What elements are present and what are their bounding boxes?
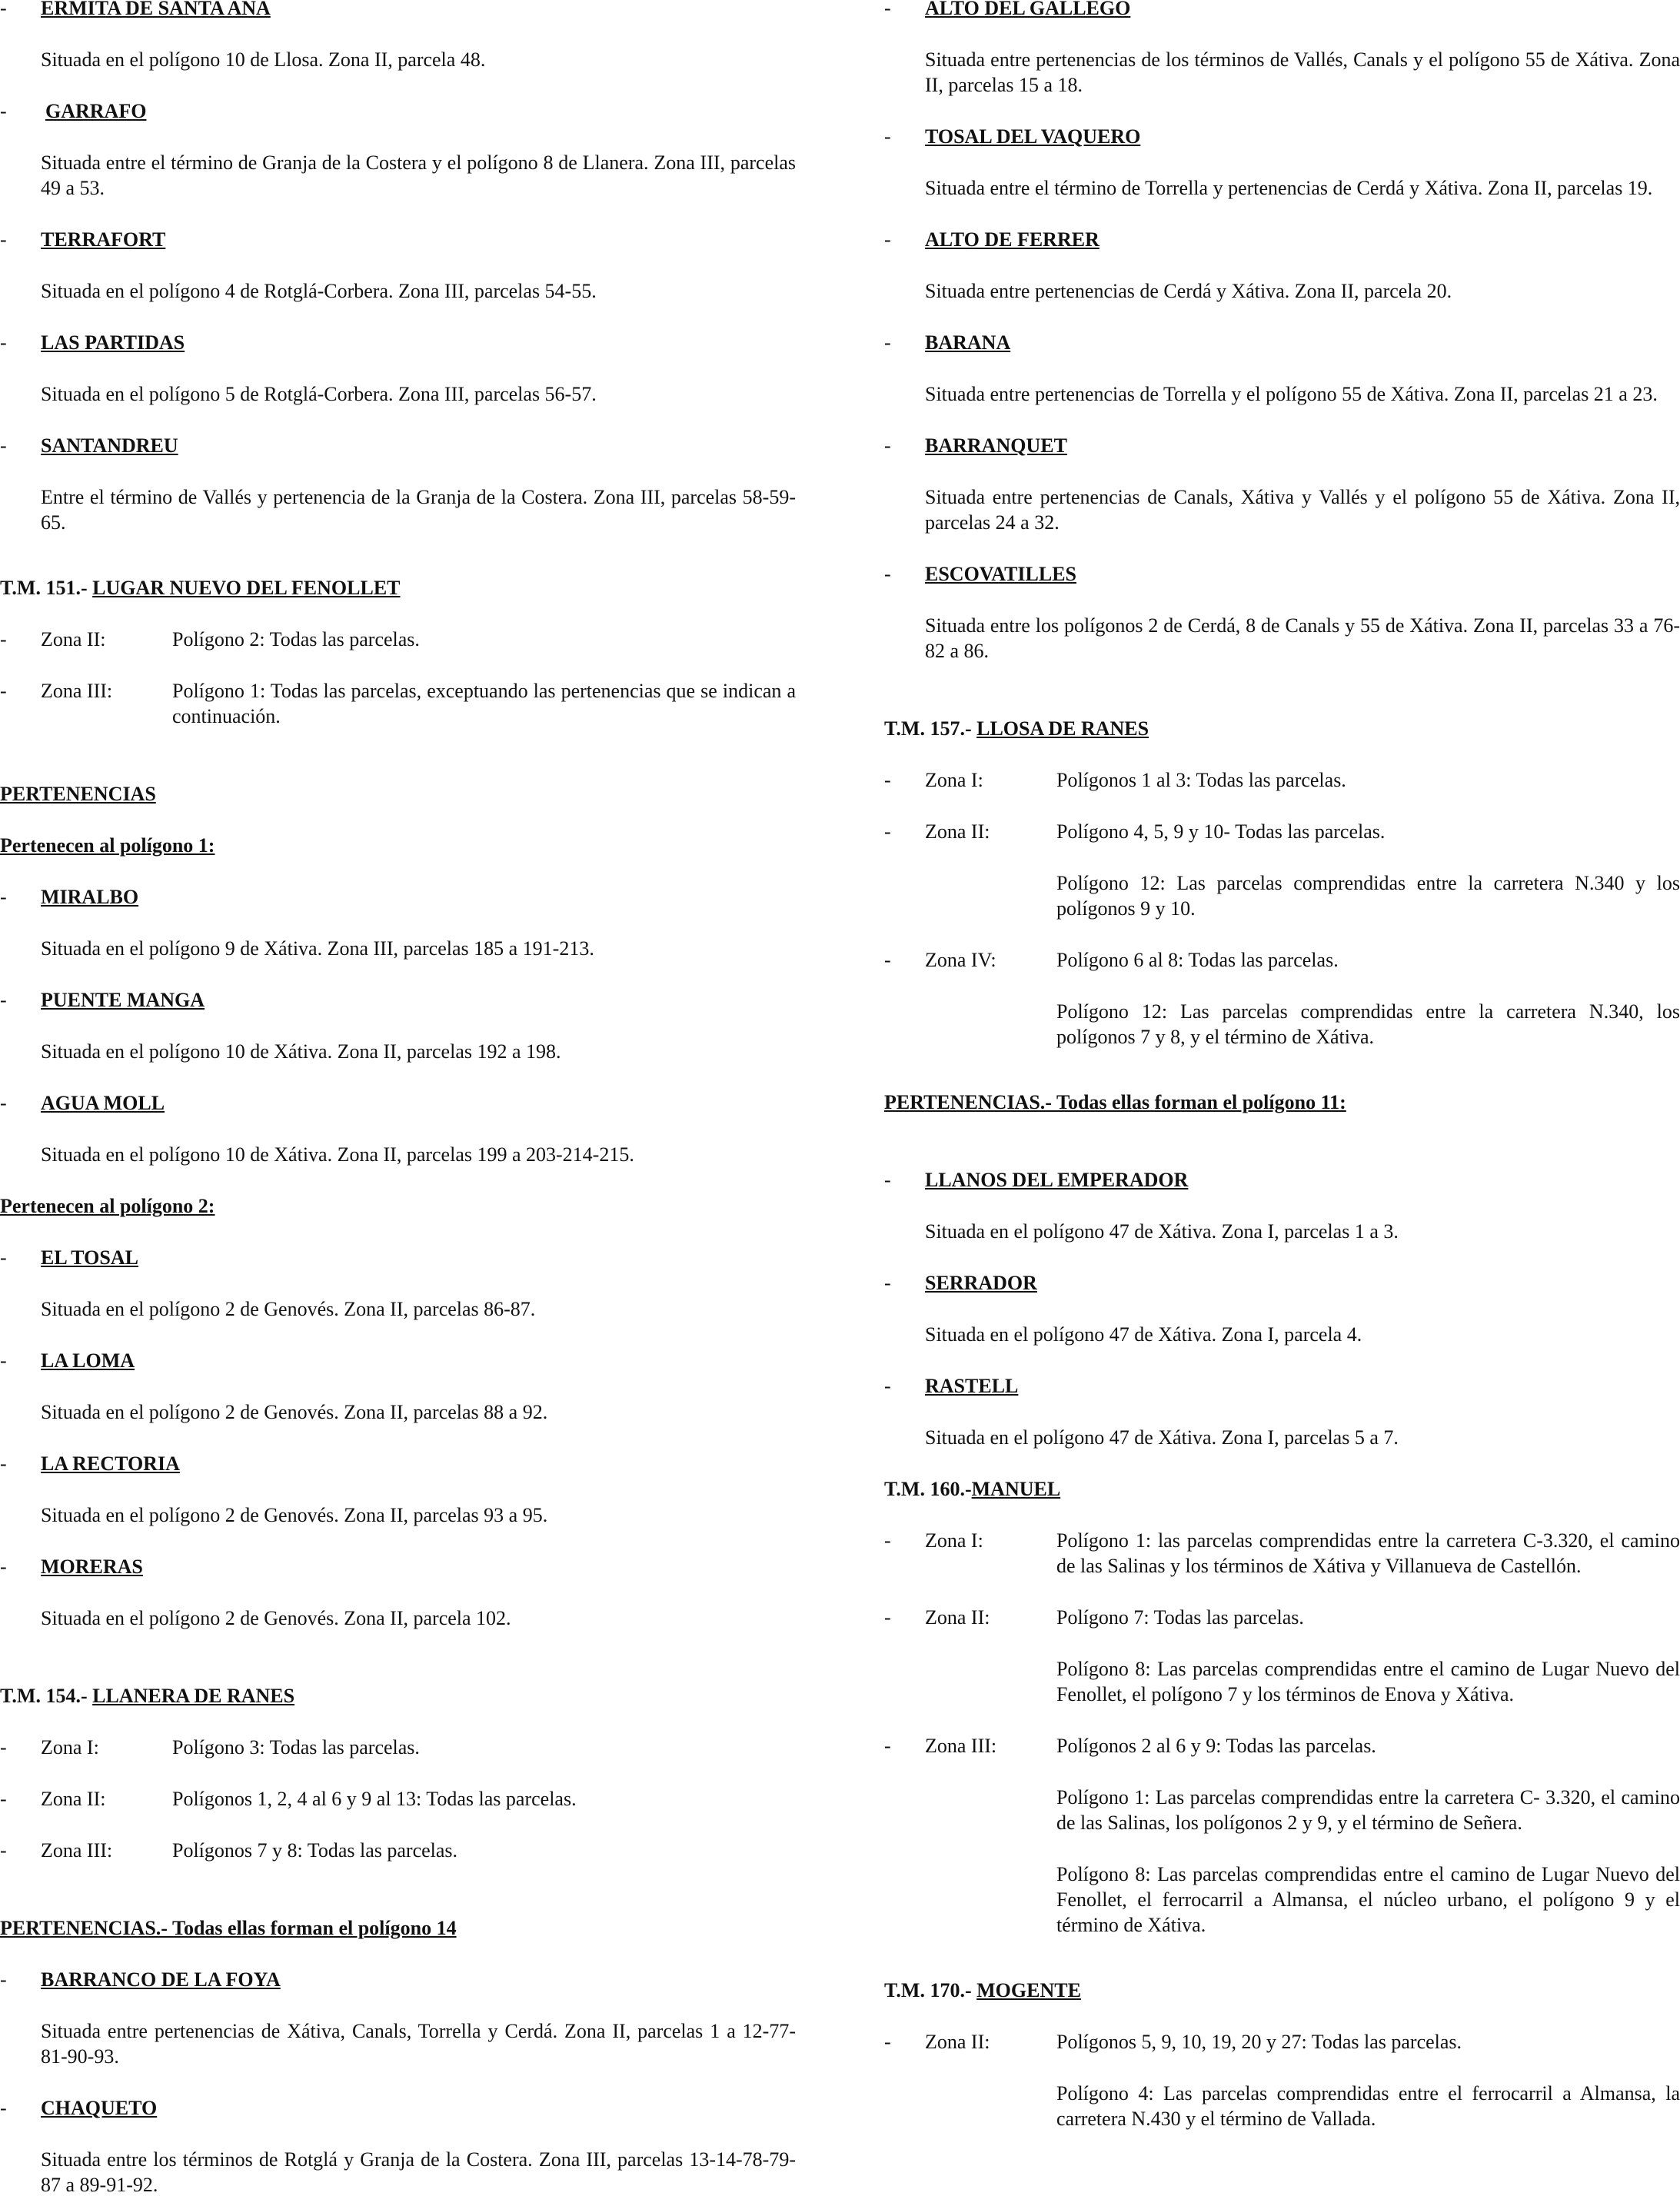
item-llanos-emperador: - LLANOS DEL EMPERADOR xyxy=(884,1169,1189,1191)
heading-title: MANUEL xyxy=(971,1478,1061,1500)
item-description: Situada entre los polígonos 2 de Cerdá, 8 de Canals y 55 de Xátiva. Zona II, parcelas 33 a 76-82 a 86. xyxy=(925,614,1680,662)
item-title: ALTO DE FERRER xyxy=(925,228,1099,251)
item-terrafort: - TERRAFORT xyxy=(0,228,166,251)
item-la-rectoria: - LA RECTORIA xyxy=(0,1452,180,1475)
zone-text: Polígono 1: Todas las parcelas, exceptuando las pertenencias que se indican a continuación. xyxy=(172,680,796,727)
heading-title: MOGENTE xyxy=(976,1979,1081,2001)
subheading-poligono-1: Pertenecen al polígono 1: xyxy=(0,834,215,857)
item-description: Situada entre pertenencias de Canals, Xátiva y Vallés y el polígono 55 de Xátiva. Zona II, parcelas 24 a 32. xyxy=(925,486,1680,534)
zone-label: Zona III: xyxy=(925,1735,997,1757)
subheading-pertenencias: PERTENENCIAS xyxy=(0,783,156,805)
heading-title: LLANERA DE RANES xyxy=(92,1685,295,1707)
item-escovatilles: - ESCOVATILLES xyxy=(884,563,1077,585)
heading-prefix: T.M. 170.- xyxy=(884,1979,972,2001)
zone-row: - Zona II: Polígono 4, 5, 9 y 10- Todas las parcelas. xyxy=(884,820,1386,843)
zone-text: Polígono 6 al 8: Todas las parcelas. xyxy=(1056,949,1339,971)
item-title: TERRAFORT xyxy=(41,228,166,251)
item-title: AGUA MOLL xyxy=(41,1092,165,1114)
item-title: LA LOMA xyxy=(41,1349,135,1372)
zone-text: Polígonos 2 al 6 y 9: Todas las parcelas. xyxy=(1056,1735,1376,1757)
heading-prefix: T.M. 151.- xyxy=(0,577,88,599)
zone-text: Polígonos 5, 9, 10, 19, 20 y 27: Todas las parcelas. xyxy=(1056,2031,1462,2053)
zone-label: Zona I: xyxy=(41,1736,99,1758)
zone-text: Polígonos 1, 2, 4 al 6 y 9 al 13: Todas las parcelas. xyxy=(172,1788,577,1810)
left-column xyxy=(0,0,796,2198)
item-title: GARRAFO xyxy=(45,100,147,122)
item-description: Situada en el polígono 47 de Xátiva. Zona I, parcelas 5 a 7. xyxy=(925,1426,1399,1449)
zone-label: Zona IV: xyxy=(925,949,996,971)
zone-row: - Zona III: Polígonos 2 al 6 y 9: Todas las parcelas. xyxy=(884,1735,1376,1757)
item-el-tosal: - EL TOSAL xyxy=(0,1246,138,1269)
zone-row: - Zona II: Polígono 7: Todas las parcelas. xyxy=(884,1606,1304,1629)
right-column xyxy=(884,0,1680,2131)
item-las-partidas: - LAS PARTIDAS xyxy=(0,331,185,354)
item-description: Situada en el polígono 47 de Xátiva. Zona I, parcela 4. xyxy=(925,1323,1362,1346)
item-title: BARRANQUET xyxy=(925,434,1067,457)
item-description: Situada entre los términos de Rotglá y Granja de la Costera. Zona III, parcelas 13-14-78-79-87 a 89-91-92. xyxy=(41,2148,796,2196)
section-heading-tm170 xyxy=(884,1978,1680,2003)
item-description: Situada entre el término de Torrella y pertenencias de Cerdá y Xátiva. Zona II, parcelas 19. xyxy=(925,177,1653,199)
item-chaqueto: - CHAQUETO xyxy=(0,2097,158,2119)
heading-prefix: T.M. 157.- xyxy=(884,717,972,740)
zone-label: Zona II: xyxy=(925,820,990,843)
item-title: MIRALBO xyxy=(41,886,139,908)
zone-subtext: Polígono 8: Las parcelas comprendidas entre el camino de Lugar Nuevo del Fenollet, el polígono 7 y los términos de Enova y Xátiva. xyxy=(1056,1658,1680,1705)
item-santandreu: - SANTANDREU xyxy=(0,434,178,457)
zone-row: - Zona III: Polígonos 7 y 8: Todas las parcelas. xyxy=(0,1839,458,1862)
item-moreras: - MORERAS xyxy=(0,1556,143,1578)
item-description: Situada en el polígono 4 de Rotglá-Corbera. Zona III, parcelas 54-55. xyxy=(41,280,597,302)
item-description: Situada en el polígono 10 de Llosa. Zona II, parcela 48. xyxy=(41,48,486,71)
zone-label: Zona II: xyxy=(925,1606,990,1629)
zone-label: Zona III: xyxy=(41,1839,113,1862)
item-title: RASTELL xyxy=(925,1375,1019,1397)
item-barranco-foya: - BARRANCO DE LA FOYA xyxy=(0,1968,281,1991)
zone-label: Zona II: xyxy=(41,628,106,650)
item-title: BARANA xyxy=(925,331,1011,354)
item-description: Situada en el polígono 2 de Genovés. Zona II, parcelas 88 a 92. xyxy=(41,1401,548,1423)
heading-title: LUGAR NUEVO DEL FENOLLET xyxy=(92,577,401,599)
item-tosal-vaquero: - TOSAL DEL VAQUERO xyxy=(884,125,1141,148)
subheading-pertenencias-11: PERTENENCIAS.- Todas ellas forman el polígono 11: xyxy=(884,1091,1346,1113)
zone-label: Zona I: xyxy=(925,769,983,791)
section-heading-tm160 xyxy=(884,1476,1680,1502)
item-title: PUENTE MANGA xyxy=(41,989,205,1011)
item-title: ESCOVATILLES xyxy=(925,563,1077,585)
zone-text: Polígonos 7 y 8: Todas las parcelas. xyxy=(172,1839,458,1862)
zone-row: - Zona I: Polígono 1: las parcelas comprendidas entre la carretera C-3.320, el camino de las Salinas y los términos de Xátiva y Villanueva de Castellón. xyxy=(884,1529,1680,1577)
item-description: Situada en el polígono 5 de Rotglá-Corbera. Zona III, parcelas 56-57. xyxy=(41,383,597,405)
item-description: Situada entre pertenencias de Xátiva, Canals, Torrella y Cerdá. Zona II, parcelas 1 a 12-77-81-90-93. xyxy=(41,2020,796,2068)
zone-text: Polígono 2: Todas las parcelas. xyxy=(172,628,420,650)
subheading-poligono-2: Pertenecen al polígono 2: xyxy=(0,1195,215,1217)
item-description: Situada entre pertenencias de los términos de Vallés, Canals y el polígono 55 de Xátiva. Zona II, parcelas 15 a 18. xyxy=(925,48,1680,96)
item-serrador: - SERRADOR xyxy=(884,1272,1037,1294)
zone-row: - Zona II: Polígonos 5, 9, 10, 19, 20 y 27: Todas las parcelas. xyxy=(884,2031,1462,2053)
item-ermita: - ERMITA DE SANTA ANA xyxy=(0,0,796,21)
heading-prefix: T.M. 160.- xyxy=(884,1478,972,1500)
zone-label: Zona II: xyxy=(925,2031,990,2053)
item-title: ALTO DEL GALLEGO xyxy=(925,0,1131,19)
item-title: LLANOS DEL EMPERADOR xyxy=(925,1169,1189,1191)
item-description: Situada entre pertenencias de Torrella y el polígono 55 de Xátiva. Zona II, parcelas 21 a 23. xyxy=(925,383,1658,405)
section-heading-tm157 xyxy=(884,716,1680,741)
zone-subtext: Polígono 1: Las parcelas comprendidas entre la carretera C- 3.320, el camino de las Salinas, los polígonos 2 y 9, y el término de Señera. xyxy=(1056,1786,1680,1834)
item-description: Situada en el polígono 47 de Xátiva. Zona I, parcelas 1 a 3. xyxy=(925,1220,1399,1243)
item-description: Situada entre pertenencias de Cerdá y Xátiva. Zona II, parcela 20. xyxy=(925,280,1452,302)
zone-label: Zona II: xyxy=(41,1788,106,1810)
item-title: BARRANCO DE LA FOYA xyxy=(41,1968,281,1991)
item-garrafo: - GARRAFO xyxy=(0,100,147,122)
item-title: SERRADOR xyxy=(925,1272,1037,1294)
item-description: Situada en el polígono 10 de Xátiva. Zona II, parcelas 192 a 198. xyxy=(41,1040,561,1063)
item-barana: - BARANA xyxy=(884,331,1011,354)
zone-label: Zona III: xyxy=(41,680,113,702)
item-title: TOSAL DEL VAQUERO xyxy=(925,125,1141,148)
item-description: Situada en el polígono 10 de Xátiva. Zona II, parcelas 199 a 203-214-215. xyxy=(41,1143,634,1166)
zone-row: - Zona I: Polígonos 1 al 3: Todas las parcelas. xyxy=(884,769,1346,791)
zone-text: Polígono 1: las parcelas comprendidas entre la carretera C-3.320, el camino de las Salinas y los términos de Xátiva y Villanueva de Castellón. xyxy=(1056,1529,1680,1577)
item-barranquet: - BARRANQUET xyxy=(884,434,1067,457)
item-description: Situada entre el término de Granja de la Costera y el polígono 8 de Llanera. Zona III, parcelas 49 a 53. xyxy=(41,151,796,199)
item-description: Situada en el polígono 2 de Genovés. Zona II, parcelas 86-87. xyxy=(41,1298,536,1320)
section-heading-tm154 xyxy=(0,1683,796,1709)
item-description: Situada en el polígono 9 de Xátiva. Zona III, parcelas 185 a 191-213. xyxy=(41,937,594,960)
item-description: Situada en el polígono 2 de Genovés. Zona II, parcela 102. xyxy=(41,1607,511,1629)
item-title: MORERAS xyxy=(41,1556,143,1578)
item-rastell: - RASTELL xyxy=(884,1375,1019,1397)
heading-title: LLOSA DE RANES xyxy=(976,717,1149,740)
section-heading-tm151 xyxy=(0,575,796,601)
item-title: LAS PARTIDAS xyxy=(41,331,185,354)
zone-text: Polígono 3: Todas las parcelas. xyxy=(172,1736,420,1758)
subheading-pertenencias-14: PERTENENCIAS.- Todas ellas forman el polígono 14 xyxy=(0,1917,457,1939)
item-description: Entre el término de Vallés y pertenencia de la Granja de la Costera. Zona III, parcelas 58-59-65. xyxy=(41,486,796,534)
zone-row: - Zona II: Polígonos 1, 2, 4 al 6 y 9 al 13: Todas las parcelas. xyxy=(0,1788,577,1810)
zone-row: - Zona I: Polígono 3: Todas las parcelas. xyxy=(0,1736,420,1758)
zone-label: Zona I: xyxy=(925,1529,983,1552)
item-alto-gallego: - ALTO DEL GALLEGO xyxy=(884,0,1680,21)
zone-subtext: Polígono 12: Las parcelas comprendidas entre la carretera N.340, los polígonos 7 y 8, y el término de Xátiva. xyxy=(1056,1000,1680,1048)
item-title: CHAQUETO xyxy=(41,2097,158,2119)
zone-text: Polígono 4, 5, 9 y 10- Todas las parcelas. xyxy=(1056,820,1386,843)
item-alto-ferrer: - ALTO DE FERRER xyxy=(884,228,1099,251)
item-title: SANTANDREU xyxy=(41,434,178,457)
zone-row: - Zona IV: Polígono 6 al 8: Todas las parcelas. xyxy=(884,949,1339,971)
item-title: LA RECTORIA xyxy=(41,1452,180,1475)
item-description: Situada en el polígono 2 de Genovés. Zona II, parcelas 93 a 95. xyxy=(41,1504,548,1526)
item-la-loma: - LA LOMA xyxy=(0,1349,135,1372)
item-title: EL TOSAL xyxy=(41,1246,138,1269)
heading-prefix: T.M. 154.- xyxy=(0,1685,88,1707)
zone-text: Polígonos 1 al 3: Todas las parcelas. xyxy=(1056,769,1346,791)
zone-text: Polígono 7: Todas las parcelas. xyxy=(1056,1606,1304,1629)
item-title: ERMITA DE SANTA ANA xyxy=(41,0,271,19)
item-puente-manga: - PUENTE MANGA xyxy=(0,989,205,1011)
zone-subtext: Polígono 12: Las parcelas comprendidas entre la carretera N.340 y los polígonos 9 y 10. xyxy=(1056,872,1680,920)
zone-subtext: Polígono 8: Las parcelas comprendidas entre el camino de Lugar Nuevo del Fenollet, el ferrocarril a Almansa, el núcleo urbano, el polígono 9 y el término de Xátiva. xyxy=(1056,1863,1680,1936)
item-agua-moll: - AGUA MOLL xyxy=(0,1092,165,1114)
zone-row: - Zona III: Polígono 1: Todas las parcelas, exceptuando las pertenencias que se indican a continuación. xyxy=(0,680,796,727)
zone-subtext: Polígono 4: Las parcelas comprendidas entre el ferrocarril a Almansa, la carretera N.430 y el término de Vallada. xyxy=(1056,2082,1680,2130)
zone-row: - Zona II: Polígono 2: Todas las parcelas. xyxy=(0,628,420,650)
item-miralbo: - MIRALBO xyxy=(0,886,139,908)
